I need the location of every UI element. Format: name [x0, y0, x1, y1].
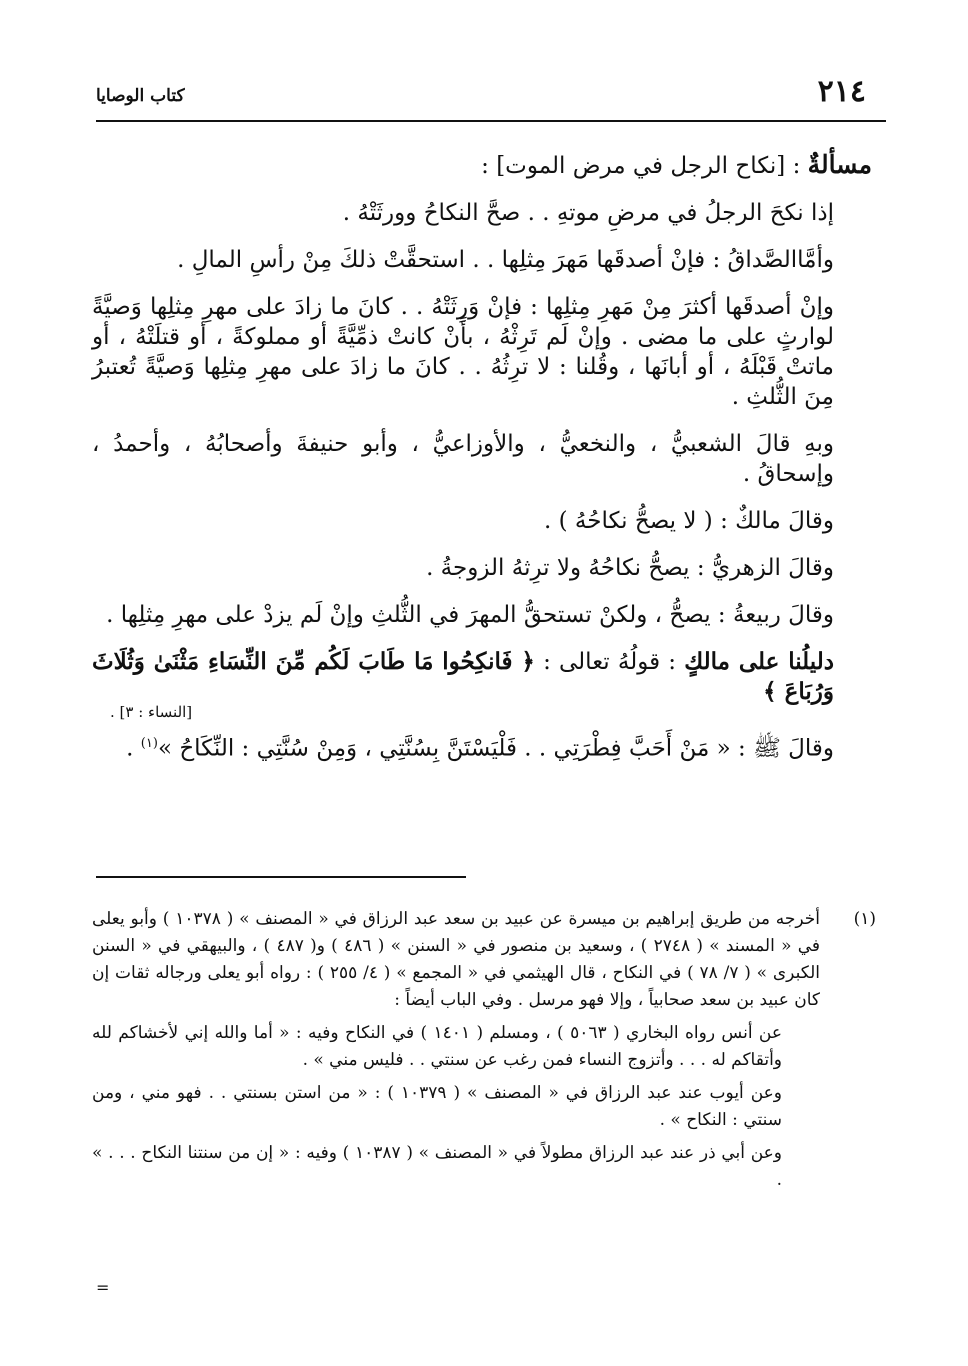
footnote-para-3: وعن أيوب عند عبد الرزاق في « المصنف » ( ١٠٣٧٩ ) : « من استن بسنتي . . فهو مني ، ومن سنتي : النكاح » .	[92, 1083, 782, 1130]
paragraph-2: وأمَّاالصَّداقُ : فإنْ أصدقَها مَهرَ مِثلِها . . استحقَّتْ ذلكَ مِنْ رأسِ المالِ .	[177, 247, 834, 273]
running-title: كتاب الوصايا	[96, 86, 185, 106]
heading-label: مسألةٌ	[807, 150, 872, 179]
footnote-body	[92, 906, 872, 1194]
continuation-mark: =	[96, 1278, 110, 1297]
paragraph-1: إذا نكحَ الرجلُ في مرضِ موتهِ . . صحَّ النكاحُ وورثَتْهُ .	[342, 200, 834, 226]
section-heading	[92, 150, 872, 181]
footnote-para-1: أخرجه من طريق إبراهيم بن ميسرة عن عبيد بن سعد عبد الرزاق في « المصنف » ( ١٠٣٧٨ ) وأبو يعلى في « المسند » ( ٢٧٤٨ ) ، وسعيد بن منصور في « السنن » ( ٤٨٦ ) و( ٤٨٧ ) ، والبيهقي في « السنن الكبرى » ( ٧/ ٧٨ ) في النكاح ، قال الهيثمي في « المجمع » ( ٤/ ٢٥٥ ) : رواه أبو يعلى ورجاله ثقات إن كان عبيد بن سعد صحابياً ، وإلا فهو مرسل . وفي الباب أيضاً :	[92, 909, 821, 1010]
footnote-ref[interactable]: (١)	[140, 736, 158, 751]
paragraph-3: وإنْ أصدقَها أكثرَ مِنْ مَهرِ مِثلِها : فإنْ وَرِثَتْهُ . . كانَ ما زادَ على مهرِ مِثلِها وَصيَّةً لوارثٍ على ما مضى . وإنْ لَم تَرِثْهُ ، بأَنْ كانتْ ذمِّيَّةً أو مملوكةً ، أو قتلَتْهُ ، أو ماتتْ قَبْلَهُ ، أو أبانَها ، وقُلنا : لا ترِثُهُ . . كانَ ما زادَ على مهرِ مِثلِها وَصيَّةً تُعتبرُ مِنَ الثُّلثِ .	[92, 294, 834, 410]
footnote-para-2: عن أنس رواه البخاري ( ٥٠٦٣ ) ، ومسلم ( ١٤٠١ ) في النكاح وفيه : « أما والله إني لأخشاكم لله وأتقاكم له . . . وأتزوج النساء فمن رغب عن سنتي . . فليس مني » .	[92, 1023, 782, 1070]
hadith-text: وقالَ ﷺ : « مَنْ أَحَبَّ فِطْرَتِي . . فَلْيَسْتَنَّ بِسُنَّتِي ، وَمِنْ سُنَّتِي : النِّكَاحُ »	[157, 735, 834, 762]
page-header	[96, 74, 886, 114]
footnotes	[92, 906, 876, 1194]
paragraph-4: وبهِ قالَ الشعبيُّ ، والنخعيُّ ، والأوزاعيُّ ، وأبو حنيفةَ وأصحابُهُ ، وأحمدُ ، وإسحاقُ .	[92, 431, 834, 487]
verse-citation: [النساء : ٣] .	[110, 703, 193, 721]
paragraph-7: وقالَ ربيعةُ : يصحُّ ، ولكنْ تستحقُّ المهرَ في الثُّلثِ وإنْ لَم يزدْ على مهرِ مِثلِها .	[106, 602, 834, 628]
main-text	[92, 150, 872, 781]
footnote-divider	[96, 876, 466, 878]
paragraph-9	[92, 729, 872, 764]
paragraph-5: وقالَ مالكٌ : ( لا يصحُّ نكاحُهُ ) .	[543, 508, 834, 534]
evidence-text: : قولُهُ تعالى :	[534, 649, 685, 675]
header-divider	[96, 120, 886, 122]
paragraph-6: وقالَ الزهريُّ : يصحُّ نكاحُهُ ولا ترِثهُ الزوجةُ .	[426, 555, 834, 581]
footnote-number: (١)	[853, 909, 876, 929]
evidence-label: دليلُنا على مالكٍ	[684, 648, 834, 675]
hadith-end: .	[126, 735, 141, 762]
heading-text: : [نكاح الرجل في مرض الموت] :	[481, 153, 808, 179]
paragraph-8	[92, 647, 872, 707]
footnote-para-4: وعن أبي ذر عند عبد الرزاق مطولاً في « المصنف » ( ١٠٣٨٧ ) وفيه : « إن من سنتنا النكاح . . . » .	[92, 1143, 782, 1190]
page-number: ٢١٤	[817, 74, 866, 109]
quran-verse: ﴿ فَانكِحُوا مَا طَابَ لَكُم مِّنَ النِّسَاءِ مَثْنَىٰ وَثُلَاثَ وَرُبَاعَ ﴾	[92, 648, 834, 705]
